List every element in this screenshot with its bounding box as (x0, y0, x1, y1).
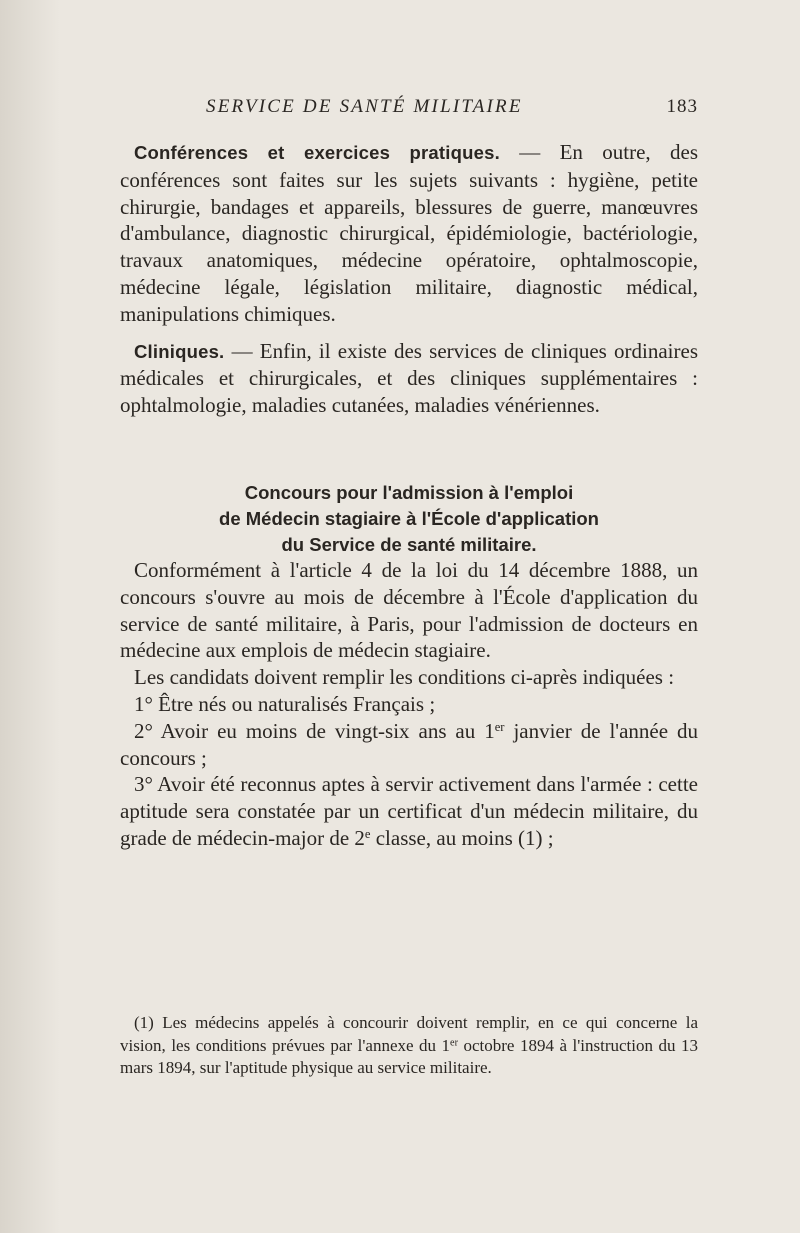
paragraph-heading-cliniques: Cliniques. (134, 340, 225, 362)
footnote-text (120, 1012, 698, 1080)
paragraph-text-conferences: — En outre, des conférences sont faites sur les sujets suivants : hygiène, petite chirurgie, bandages et appareils, blessures de guerre, manœuvres d'ambulance, diagnostic chirurgical, épidémiologie, bactériologie, travaux anatomiques, médecine opératoire, ophtalmoscopie, médecine légale, législation militaire, diagnostic médical, manipulations chimiques. (120, 140, 698, 326)
running-title: SERVICE DE SANTÉ MILITAIRE (206, 96, 523, 117)
superscript: er (494, 719, 505, 734)
footnote-text-start: (1) Les médecins appelés à concourir doivent remplir, en ce qui concerne la vision, les conditions prévues par l'annexe du 1 (120, 1013, 698, 1055)
section-heading-line-2: de Médecin stagiaire à l'École d'application (219, 508, 599, 529)
paragraph-conferences (120, 139, 698, 328)
superscript: e (364, 827, 371, 842)
condition-item-2 (120, 718, 698, 772)
concours-intro: Conformément à l'article 4 de la loi du 14 décembre 1888, un concours s'ouvre au mois de décembre à l'École d'application du service de santé militaire, à Paris, pour l'admission de docteurs en médecine aux emplois de médecin stagiaire. (120, 558, 698, 663)
paragraph-heading-conferences: Conférences et exercices pratiques. (134, 142, 500, 163)
condition-item-3-text: 3° Avoir été reconnus aptes à servir activement dans l'armée : cette aptitude sera constatée par un certificat d'un médecin militaire, du grade de médecin-major de 2 (120, 772, 698, 850)
superscript: er (450, 1036, 458, 1048)
running-header (120, 96, 698, 126)
section-heading (120, 480, 698, 558)
main-text (120, 139, 698, 419)
page-number: 183 (666, 96, 698, 117)
concours-text (120, 557, 698, 852)
footnote-text-end: octobre 1894 à l'instruction du 13 mars 1894, sur l'aptitude physique au service militaire. (120, 1035, 698, 1077)
condition-item-2-text: 2° Avoir eu moins de vingt-six ans au 1 (134, 718, 495, 743)
condition-item-2-text-end: janvier de l'année du concours ; (120, 718, 698, 770)
condition-item-3-text-end: classe, au moins (1) ; (370, 825, 554, 850)
concours-conditions: Les candidats doivent remplir les conditions ci-après indiquées : (134, 665, 675, 690)
section-heading-line-3: du Service de santé militaire. (281, 534, 537, 555)
section-heading-line-1: Concours pour l'admission à l'emploi (244, 482, 574, 503)
paragraph-cliniques (120, 338, 698, 419)
condition-item-3 (120, 771, 698, 851)
condition-item-1: 1° Être nés ou naturalisés Français ; (134, 691, 436, 716)
footnote (120, 1012, 698, 1080)
paragraph-text-cliniques: — Enfin, il existe des services de cliniques ordinaires médicales et chirurgicales, et des cliniques supplémentaires : ophtalmologie, maladies cutanées, maladies vénériennes. (120, 338, 698, 418)
